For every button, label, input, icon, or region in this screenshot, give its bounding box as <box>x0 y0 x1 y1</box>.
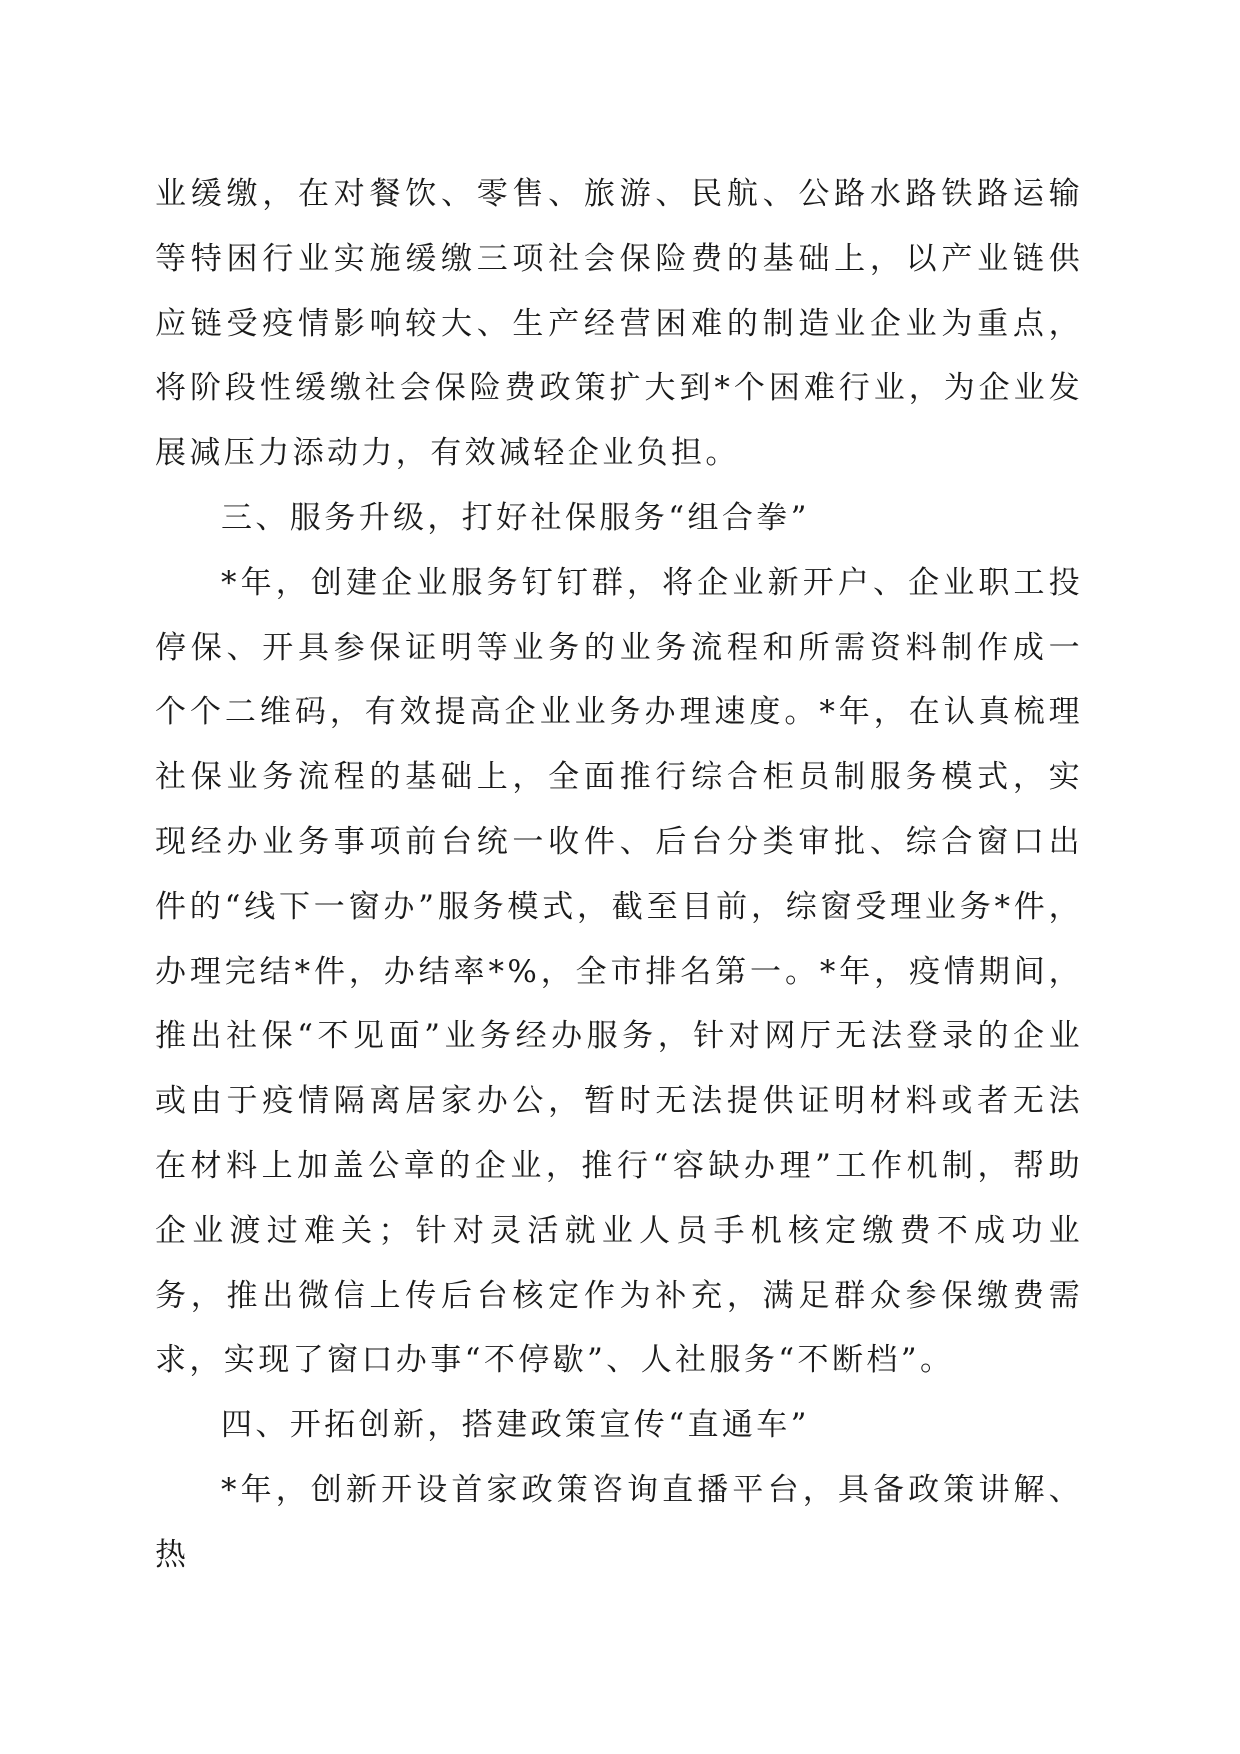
body-paragraph-1: 业缓缴，在对餐饮、零售、旅游、民航、公路水路铁路运输等特困行业实施缓缴三项社会保险费的基础上，以产业链供应链受疫情影响较大、生产经营困难的制造业企业为重点，将阶段性缓缴社会保险费政策扩大到*个困难行业，为企业发展减压力添动力，有效减轻企业负担。 <box>155 176 1083 472</box>
section-heading-3: 三、服务升级，打好社保服务“组合拳” <box>221 499 810 536</box>
body-paragraph-3: *年，创新开设首家政策咨询直播平台，具备政策讲解、热 <box>155 1471 1083 1573</box>
body-paragraph-2: *年，创建企业服务钉钉群，将企业新开户、企业职工投停保、开具参保证明等业务的业务流程和所需资料制作成一个个二维码，有效提高企业业务办理速度。*年，在认真梳理社保业务流程的基础上，全面推行综合柜员制服务模式，实现经办业务事项前台统一收件、后台分类审批、综合窗口出件的“线下一窗办”服务模式，截至目前，综窗受理业务*件，办理完结*件，办结率*%，全市排名第一。*年，疫情期间，推出社保“不见面”业务经办服务，针对网厅无法登录的企业或由于疫情隔离居家办公，暂时无法提供证明材料或者无法在材料上加盖公章的企业，推行“容缺办理”工作机制，帮助企业渡过难关；针对灵活就业人员手机核定缴费不成功业务，推出微信上传后台核定作为补充，满足群众参保缴费需求，实现了窗口办事“不停歇”、人社服务“不断档”。 <box>155 564 1083 1379</box>
section-heading-4: 四、开拓创新，搭建政策宣传“直通车” <box>221 1407 810 1444</box>
document-body <box>155 162 1083 1588</box>
